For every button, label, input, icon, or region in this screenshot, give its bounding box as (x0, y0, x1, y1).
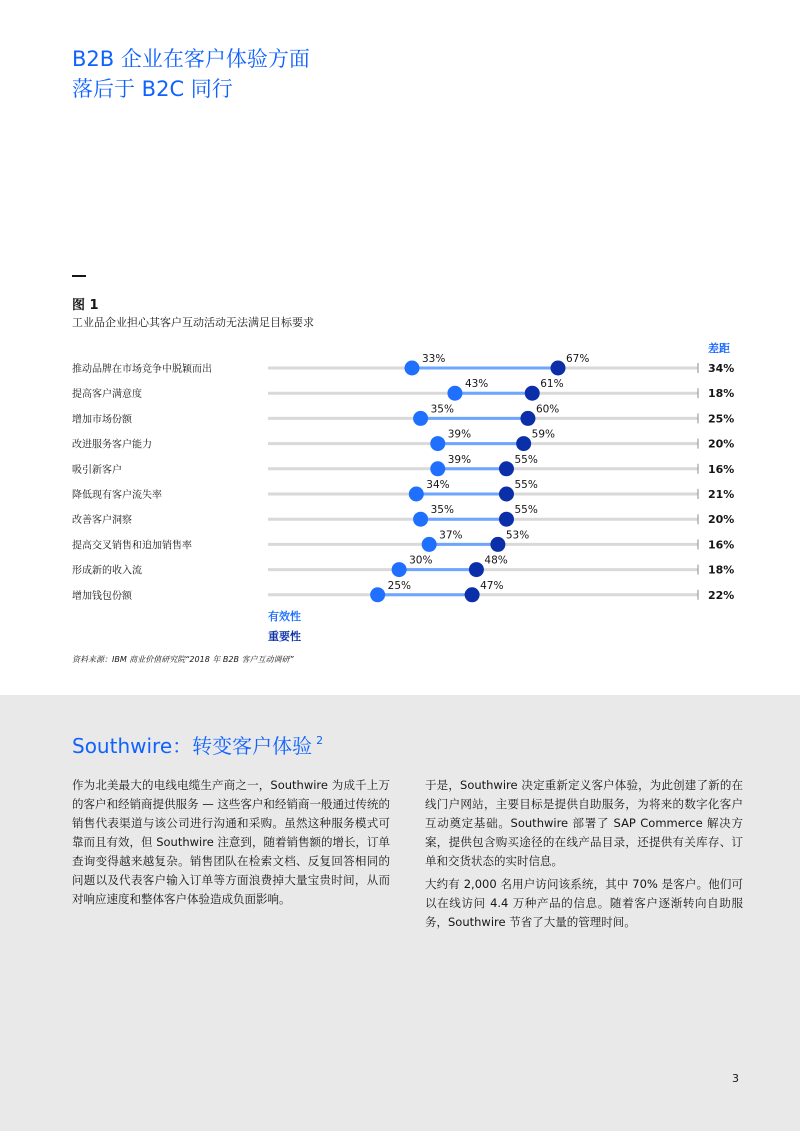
figure-caption: 工业品企业担心其客户互动活动无法满足目标要求 (72, 316, 314, 329)
effectiveness-point (409, 487, 424, 502)
effectiveness-value-label: 25% (387, 579, 411, 592)
importance-point (551, 361, 566, 376)
effectiveness-value-label: 33% (422, 353, 446, 365)
effectiveness-value-label: 34% (426, 479, 450, 491)
effectiveness-value-label: 43% (464, 378, 489, 391)
row-label: 推动品牌在市场竞争中脱颖而出 (72, 364, 212, 375)
row-label: 增加钱包份额 (72, 590, 132, 602)
gap-value: 20% (708, 513, 735, 527)
section-title-text: Southwire：转变客户体验 (72, 734, 313, 758)
gap-value: 16% (708, 538, 735, 552)
gap-value: 21% (708, 488, 735, 501)
gap-value: 20% (708, 437, 735, 451)
effectiveness-point (370, 587, 385, 602)
gap-value: 34% (708, 362, 735, 375)
section-title-footnote: 2 (316, 734, 324, 747)
effectiveness-point (405, 361, 420, 376)
left-paragraph-1: 作为北美最大的电线电缆生产商之一，Southwire 为成千上万的客户和经销商提供服务 — 这些客户和经销商一般通过传统的销售代表渠道与该公司进行沟通和采购。虽然这种服务模式可靠而且有效，但 Southwire 注意到，随着销售额的增长，订单查询变得越来越复杂。销售团队在检索文档、反复回答相同的问题以及代表客户输入订单等方面浪费掉大量宝贵时间，从而对响应速度和整体客户体验造成负面影响。 (72, 778, 390, 906)
section-title (72, 727, 323, 760)
importance-point (516, 436, 531, 451)
row-label: 降低现有客户流失率 (72, 490, 162, 501)
importance-point (469, 562, 484, 577)
importance-value-label: 48% (484, 554, 508, 567)
gap-value: 16% (708, 462, 735, 476)
row-label: 形成新的收入流 (72, 565, 142, 577)
page-title-line-1: B2B 企业在客户体验方面 (72, 47, 310, 71)
effectiveness-value-label: 35% (430, 504, 454, 517)
importance-value-label: 55% (514, 504, 538, 517)
row-label: 改进服务客户能力 (72, 439, 152, 451)
figure-label: 图 1 (72, 298, 99, 313)
importance-value-label: 67% (566, 353, 590, 365)
importance-point (520, 411, 535, 426)
effectiveness-value-label: 37% (439, 529, 463, 542)
page-number: 3 (732, 1072, 739, 1085)
effectiveness-value-label: 30% (409, 554, 433, 567)
row-label: 吸引新客户 (72, 464, 122, 476)
importance-value-label: 55% (514, 479, 538, 491)
effectiveness-value-label: 39% (447, 428, 472, 441)
gap-value: 22% (708, 588, 735, 602)
effectiveness-value-label: 35% (430, 403, 454, 416)
row-label: 提高交叉销售和追加销售率 (72, 540, 192, 552)
right-paragraph-2: 大约有 2,000 名用户访问该系统，其中 70% 是客户。他们可以在线访问 4.4 万种产品的信息。随着客户逐渐转向自助服务，Southwire 节省了大量的管理时间。 (425, 877, 743, 929)
importance-value-label: 53% (505, 529, 530, 542)
effectiveness-point (430, 461, 445, 476)
right-paragraph-1: 于是，Southwire 决定重新定义客户体验，为此创建了新的在线门户网站，主要目标是提供自助服务，为将来的数字化客户互动奠定基础。Southwire 部署了 SAP Commerce 解决方案，提供包含购买途径的在线产品目录，还提供有关库存、订单和交货状态的实时信息。 (425, 778, 743, 868)
importance-value-label: 61% (540, 378, 564, 391)
effectiveness-value-label: 39% (447, 453, 472, 466)
importance-point (465, 587, 480, 602)
effectiveness-point (413, 512, 428, 527)
page-title-line-2: 落后于 B2C 同行 (72, 77, 233, 101)
legend-importance: 重要性 (268, 630, 301, 643)
importance-value-label: 60% (535, 403, 560, 416)
row-label: 改善客户洞察 (72, 515, 132, 527)
importance-point (525, 386, 540, 401)
importance-point (499, 461, 514, 476)
row-label: 增加市场份额 (72, 414, 132, 426)
gap-column-header: 差距 (708, 342, 730, 355)
figure-source: 资料来源：IBM 商业价值研究院“2018 年 B2B 客户互动调研” (72, 655, 294, 664)
importance-value-label: 55% (514, 453, 538, 466)
importance-point (499, 487, 514, 502)
gap-value: 25% (708, 412, 735, 426)
importance-value-label: 59% (531, 428, 555, 441)
effectiveness-point (422, 537, 437, 552)
importance-value-label: 47% (480, 579, 504, 592)
right-column (425, 776, 743, 936)
effectiveness-point (430, 436, 445, 451)
importance-point (499, 512, 514, 527)
gap-value: 18% (708, 387, 735, 401)
effectiveness-point (447, 386, 462, 401)
effectiveness-point (392, 562, 407, 577)
legend-effectiveness: 有效性 (268, 610, 301, 623)
importance-point (490, 537, 505, 552)
left-column (72, 776, 390, 913)
effectiveness-point (413, 411, 428, 426)
gap-value: 18% (708, 563, 735, 577)
row-label: 提高客户满意度 (72, 389, 142, 401)
